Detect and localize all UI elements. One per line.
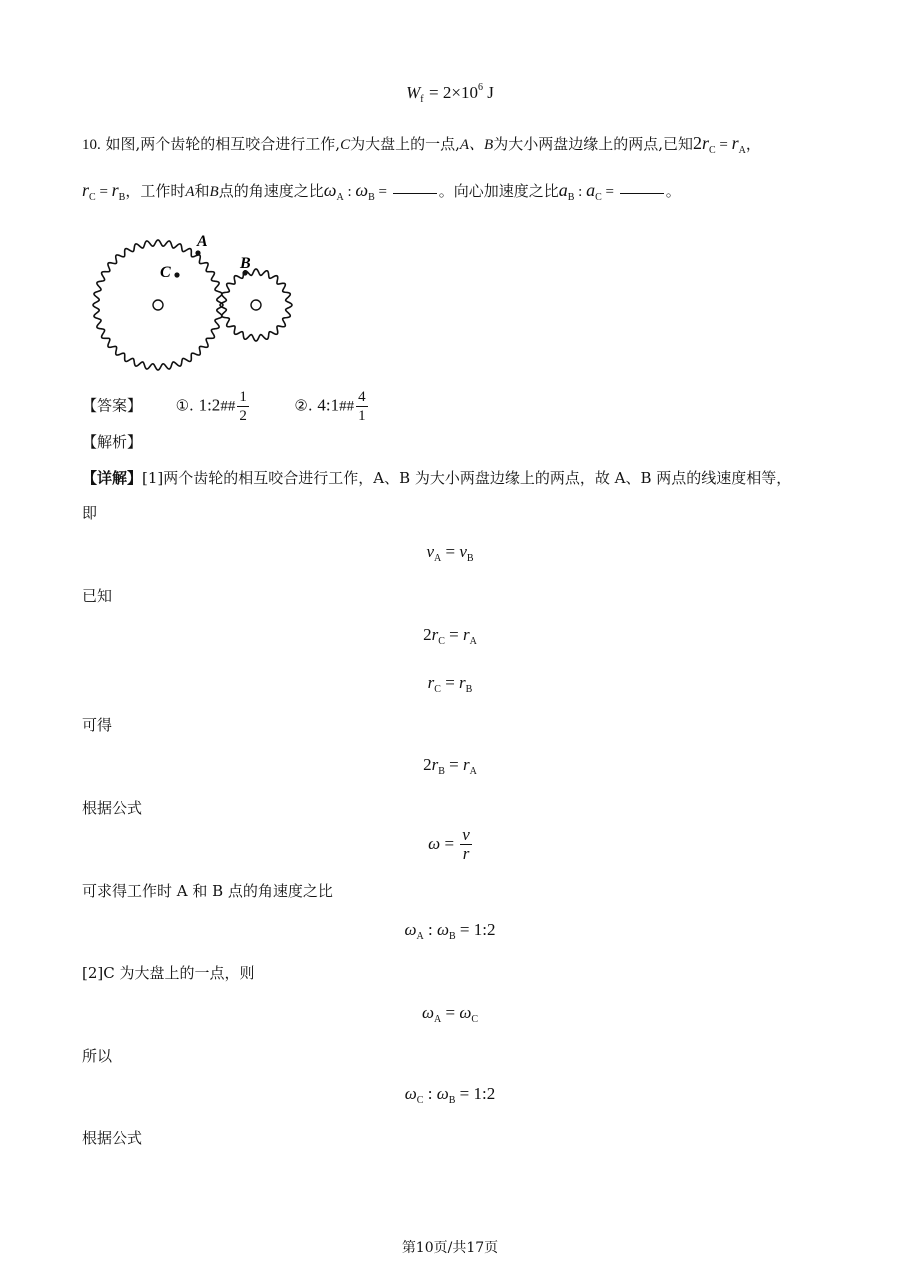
detail-line-2: 即 <box>82 504 98 522</box>
question-text: 为大盘上的一点, <box>350 135 460 153</box>
label-b: B <box>240 255 251 272</box>
gears-figure <box>80 228 300 378</box>
answer-separator: ## <box>220 398 236 415</box>
question-text: ，工作时 <box>125 182 186 200</box>
eq-rhs: = 2×10 <box>429 83 478 102</box>
analysis-label: 【解析】 <box>82 433 143 451</box>
text-part2: [2]C 为大盘上的一点，则 <box>82 964 255 982</box>
equation-omega-formula: ω = $\frac{v}{r}$ <box>428 825 470 863</box>
equation-given-1: $2r_C = r_A$ <box>423 625 477 647</box>
point-b-label: B <box>209 184 219 200</box>
question-text: 。 <box>665 182 681 200</box>
point-a-label: A <box>185 184 195 200</box>
equation-omega-equal: $\omega_A = \omega_C$ <box>421 1003 479 1025</box>
label-c: C <box>160 264 171 281</box>
answer-2-fraction: $\frac{4}{1}$ <box>358 389 366 424</box>
point-a-dot <box>195 250 200 255</box>
page-footer: 第10页/共17页 <box>401 1240 499 1256</box>
eq-symbol: W <box>406 83 421 102</box>
equation-derived: $2r_B = r_A$ <box>423 755 477 777</box>
question-text: 。向心加速度之比 <box>438 182 559 200</box>
small-gear-axle <box>251 300 261 310</box>
question-text: 和 <box>194 182 210 200</box>
answer-1-ratio: 1:2 <box>198 395 221 415</box>
large-gear-axle <box>153 300 163 310</box>
equation-velocity: $v_A = v_B$ <box>426 542 474 564</box>
detail-text: [1]两个齿轮的相互咬合进行工作，A、B 为大小两盘边缘上的两点，故 A、B 两点的线速度相等， <box>142 469 792 487</box>
equation-work <box>0 82 900 105</box>
question-text: 点的角速度之比 <box>218 182 324 200</box>
detail-label: 【详解】 <box>82 469 143 487</box>
question-text: 如图,两个齿轮的相互咬合进行工作, <box>105 135 341 153</box>
answer-blank-1[interactable] <box>393 193 437 194</box>
question-number: 10. <box>82 137 101 153</box>
detail-line-1 <box>82 467 791 488</box>
eq-subscript: f <box>420 94 424 105</box>
answer-1-marker: ①. <box>175 396 194 415</box>
equation-ratio-cb: $\omega_C$ : $\omega_B$ = 1:2 <box>404 1084 496 1106</box>
answer-2-marker: ②. <box>294 396 313 415</box>
text-thus: 可得 <box>82 716 113 734</box>
answer-blank-2[interactable] <box>620 193 664 194</box>
text-so: 所以 <box>82 1047 113 1065</box>
answer-1-fraction: $\frac{1}{2}$ <box>239 389 247 424</box>
point-c-label: C <box>340 137 351 153</box>
ratio-value: 1:2 <box>473 920 496 939</box>
label-a: A <box>197 233 208 250</box>
coefficient: 2 <box>692 133 702 153</box>
question-line-1: 10. 如图,两个齿轮的相互咬合进行工作,C为大盘上的一点,A、B为大小两盘边缘上的两点,已知$2r_C = r_A$， <box>82 133 761 156</box>
ratio-value: 1:2 <box>473 1084 496 1103</box>
text-formula-2: 根据公式 <box>82 1129 143 1147</box>
text-formula: 根据公式 <box>82 799 143 817</box>
equation-given-2: $r_C = r_B$ <box>427 673 473 695</box>
answer-separator: ## <box>339 398 355 415</box>
text-known: 已知 <box>82 587 113 605</box>
points-ab-label: A、B <box>459 137 494 153</box>
answer-line <box>82 388 368 425</box>
answer-2-ratio: 4:1 <box>317 395 340 415</box>
point-c-dot <box>174 272 179 277</box>
text-result: 可求得工作时 A 和 B 点的角速度之比 <box>82 882 333 900</box>
question-line-2: $r_C = r_B$，工作时A和B点的角速度之比$\omega_A$ : $\omega_B$ = 。向心加速度之比$a_B$ : $a_C$ = 。 <box>82 180 681 203</box>
equation-ratio-ab: $\omega_A$ : $\omega_B$ = 1:2 <box>404 920 496 942</box>
question-text: 为大小两盘边缘上的两点,已知 <box>493 135 693 153</box>
eq-unit: J <box>482 83 494 102</box>
answer-label: 【答案】 <box>82 396 143 415</box>
eq-exponent: 6 <box>477 82 483 93</box>
